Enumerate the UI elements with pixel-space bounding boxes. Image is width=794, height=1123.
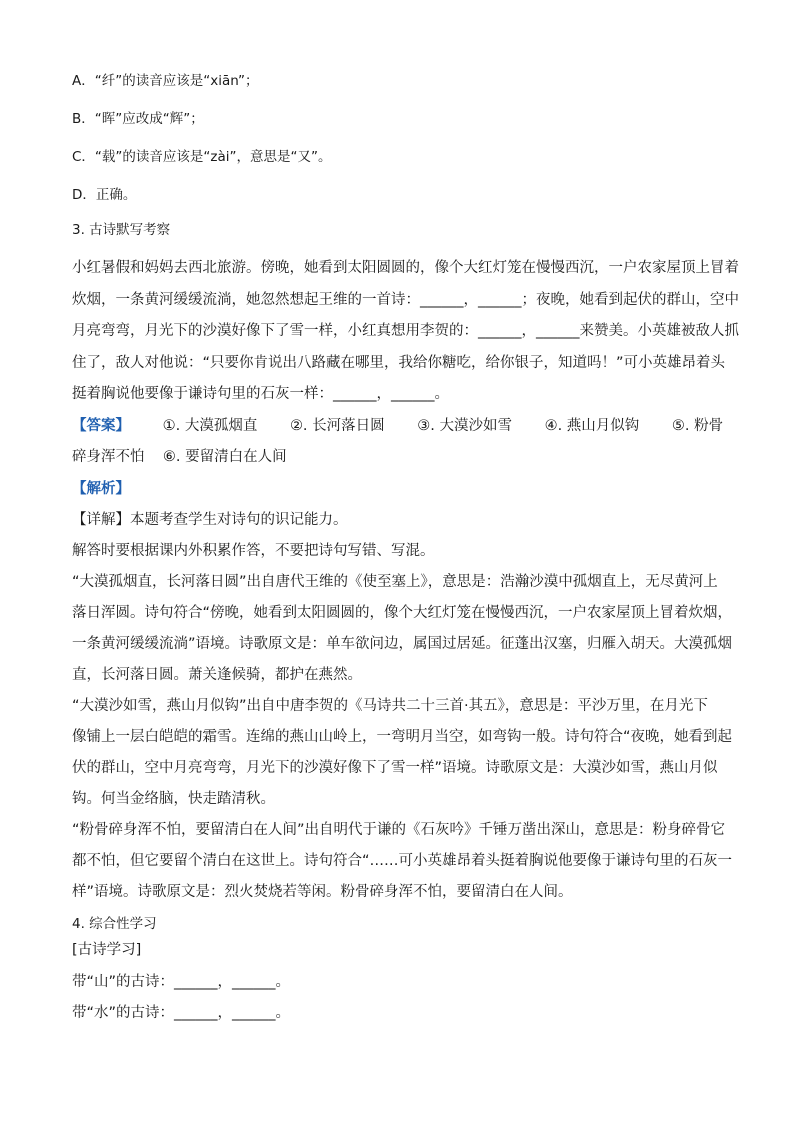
- analysis-line: 直，长河落日圆。萧关逢候骑，都护在燕然。: [72, 667, 362, 683]
- analysis-body: [72, 505, 733, 908]
- analysis-line: “大漠孤烟直，长河落日圆”出自唐代王维的《使至塞上》，意思是：浩瀚沙漠中孤烟直上，无尽黄河上: [72, 574, 718, 590]
- question-3-line: 月亮弯弯，月光下的沙漠好像下了雪一样，小红真想用李贺的：______，______来赞美。小英雄被敌人抓: [72, 323, 739, 339]
- analysis-line: 钩。何当金络脑，快走踏清秋。: [72, 791, 275, 807]
- analysis-line: 【详解】本题考查学生对诗句的识记能力。: [72, 512, 348, 528]
- answer-tag: 【答案】: [72, 417, 130, 434]
- analysis-line: 一条黄河缓缓流淌”语境。诗歌原文是：单车欲问边，属国过居延。征蓬出汉塞，归雁入胡天。大漠孤烟: [72, 636, 733, 652]
- question-3-line: 住了，敌人对他说：“只要你肯说出八路藏在哪里，我给你糖吃，给你银子，知道吗！”可小英雄昂着头: [72, 354, 726, 371]
- analysis-line: 都不怕，但它要留个清白在这世上。诗句符合“……可小英雄昂着头挺着胸说他要像于谦诗句里的石灰一: [72, 853, 733, 869]
- answer-item: ③. 大漠沙如雪: [417, 417, 512, 434]
- question-3-line: 炊烟，一条黄河缓缓流淌，她忽然想起王维的一首诗：______，______；夜晚，她看到起伏的群山，空中: [72, 291, 739, 308]
- answer-item: ②. 长河落日圆: [289, 417, 385, 434]
- option-c: C．“载”的读音应该是“zài”，意思是“又”。: [72, 149, 332, 165]
- analysis-line: 落日浑圆。诗句符合“傍晚，她看到太阳圆圆的，像个大红灯笼在慢慢西沉，一户农家屋顶上冒着炊烟，: [72, 605, 733, 621]
- question-4-mountain: 带“山”的古诗：______，______。: [72, 973, 291, 990]
- analysis-line: “大漠沙如雪，燕山月似钩”出自中唐李贺的《马诗共二十三首·其五》，意思是：平沙万里，在月光下: [72, 698, 708, 714]
- answer-item: ④. 燕山月似钩: [544, 417, 640, 434]
- analysis-line: “粉骨碎身浑不怕，要留清白在人间”出自明代于谦的《石灰吟》千锤万凿出深山，意思是：粉身碎骨它: [72, 822, 726, 838]
- question-4-title: 4. 综合性学习: [72, 916, 157, 932]
- question-3-title: 3. 古诗默写考察: [72, 222, 171, 238]
- document-page: [72, 70, 739, 1030]
- question-3-line: 挺着胸说他要像于谦诗句里的石灰一样：______，______。: [72, 386, 449, 402]
- option-b: B．“晖”应改成“辉”；: [72, 111, 204, 127]
- answer-line-2: 碎身浑不怕 ⑥. 要留清白在人间: [72, 449, 287, 465]
- question-3-body: [72, 253, 739, 411]
- analysis-line: 样”语境。诗歌原文是：烈火焚烧若等闲。粉骨碎身浑不怕，要留清白在人间。: [72, 884, 573, 900]
- analysis-tag: 【解析】: [72, 480, 130, 497]
- option-a: A．“纤”的读音应该是“xiān”；: [72, 73, 259, 89]
- analysis-line: 伏的群山，空中月亮弯弯，月光下的沙漠好像下了雪一样”语境。诗歌原文是：大漠沙如雪，燕山月似: [72, 760, 718, 776]
- answer-item: ⑤. 粉骨: [671, 417, 724, 434]
- answer-item: ①. 大漠孤烟直: [162, 417, 258, 434]
- question-4-water: 带“水”的古诗：______，______。: [72, 1005, 291, 1021]
- option-d: D．正确。: [72, 187, 137, 203]
- answer-line: [72, 411, 722, 443]
- section-label: [古诗学习]: [72, 942, 142, 958]
- question-3-line: 小红暑假和妈妈去西北旅游。傍晚，她看到太阳圆圆的，像个大红灯笼在慢慢西沉，一户农家屋顶上冒着: [72, 260, 739, 276]
- analysis-line: 解答时要根据课内外积累作答，不要把诗句写错、写混。: [72, 543, 435, 559]
- analysis-line: 像铺上一层白皑皑的霜雪。连绵的燕山山岭上，一弯明月当空，如弯钩一般。诗句符合“夜晚，她看到起: [72, 729, 733, 745]
